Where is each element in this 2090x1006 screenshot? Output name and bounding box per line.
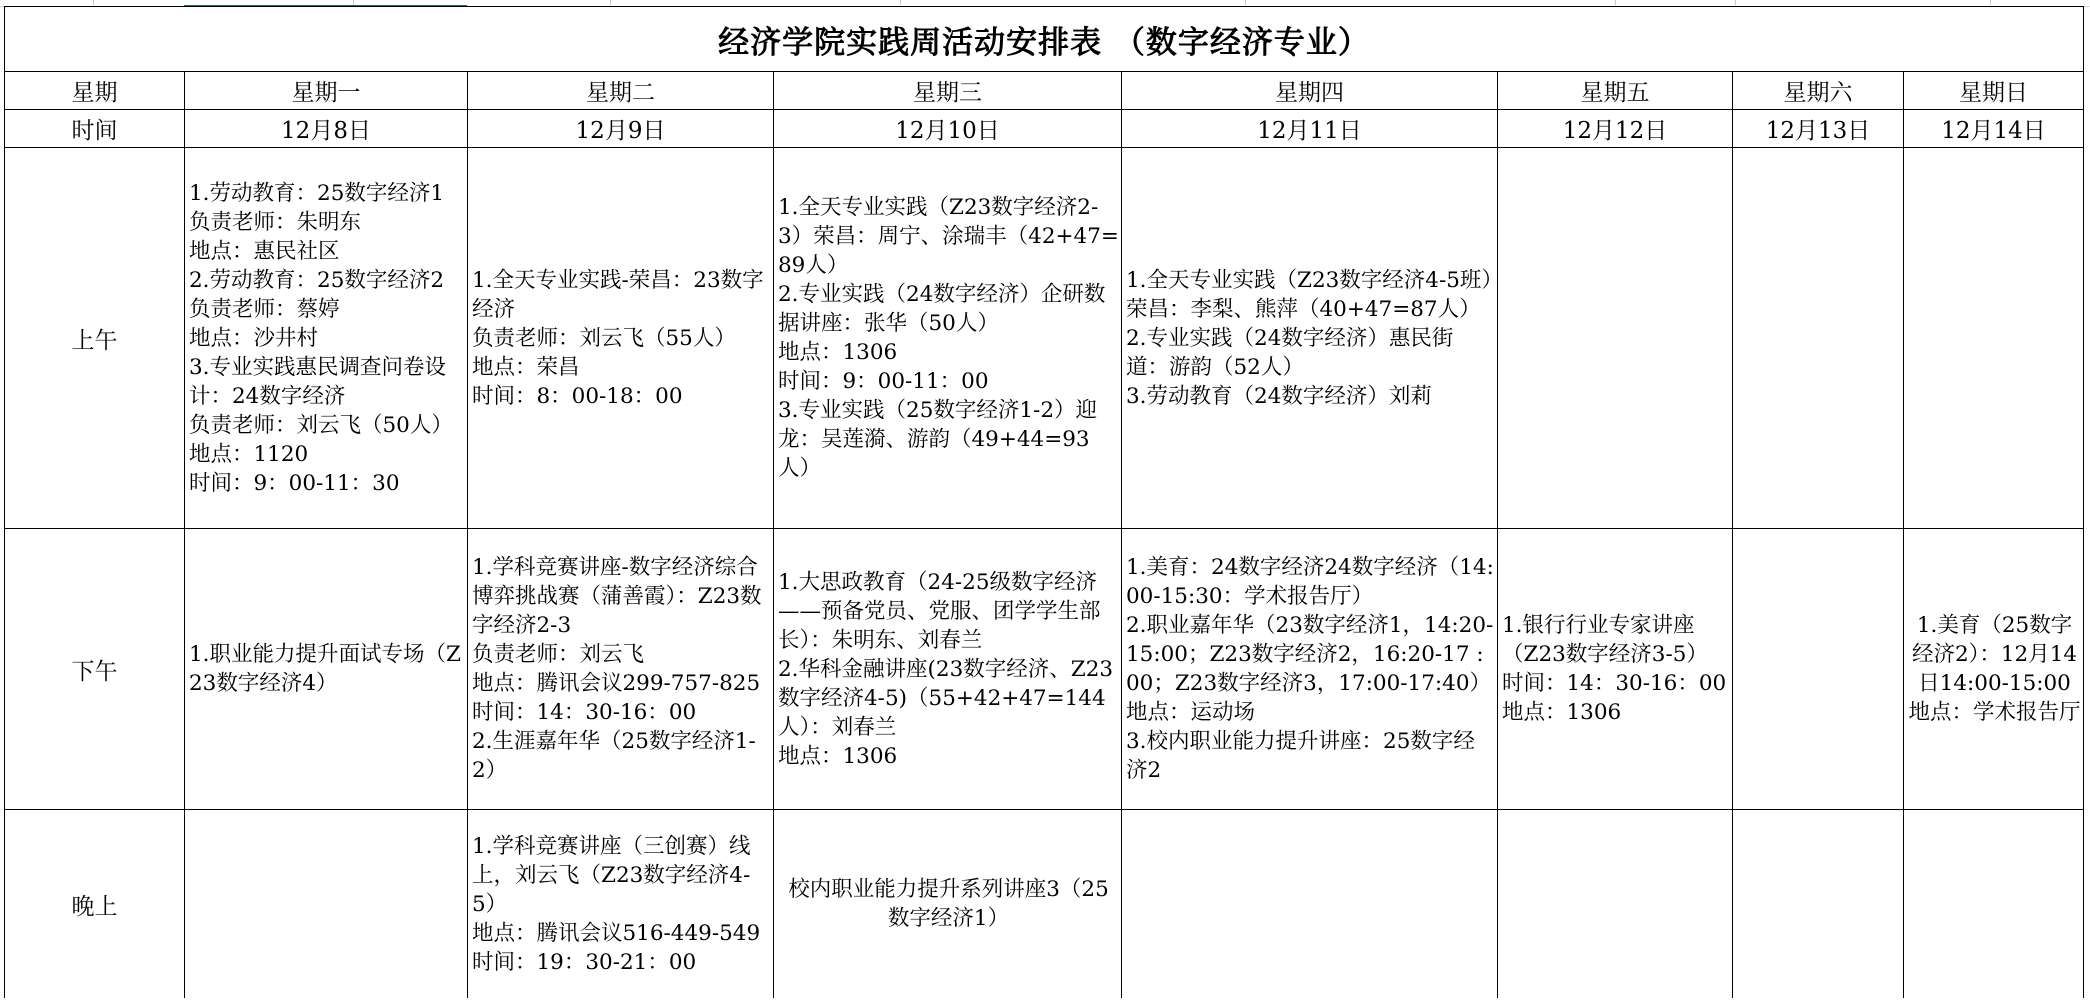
morning-thu-text: 1.全天专业实践（Z23数字经济4-5班）荣昌：李梨、熊萍（40+47=87人） 2.专业实践（24数字经济）惠民街道：游韵（52人） 3.劳动教育（24数字经济）刘莉 [1126,267,1493,409]
day-header-thu[interactable]: 星期四 [1122,72,1498,110]
afternoon-row [5,529,2084,810]
evening-sun-cell[interactable] [1904,810,2084,999]
evening-thu-cell[interactable] [1122,810,1498,999]
afternoon-mon-cell[interactable] [185,529,468,810]
morning-tue-text: 1.全天专业实践-荣昌：23数字经济 负责老师：刘云飞（55人） 地点：荣昌 时间：8：00-18：00 [472,267,764,409]
morning-sat-cell[interactable] [1733,148,1904,529]
evening-fri-cell[interactable] [1498,810,1733,999]
afternoon-sat-cell[interactable] [1733,529,1904,810]
morning-thu-cell[interactable] [1122,148,1498,529]
day-header-sun[interactable]: 星期日 [1904,72,2084,110]
afternoon-thu-cell[interactable] [1122,529,1498,810]
day-header-mon[interactable]: 星期一 [185,72,468,110]
time-label-cell[interactable]: 时间 [5,110,185,148]
evening-mon-cell[interactable] [185,810,468,999]
date-tue[interactable]: 12月9日 [468,110,774,148]
period-evening-label[interactable]: 晚上 [5,810,185,999]
period-morning-label[interactable]: 上午 [5,148,185,529]
weekday-header-row [5,72,2084,110]
sheet-bottom-edge [0,998,2090,1006]
afternoon-tue-text: 1.学科竞赛讲座-数字经济综合博弈挑战赛（蒲善霞）：Z23数字经济2-3 负责老师：刘云飞 地点：腾讯会议299-757-825 时间：14：30-16：00 2.生涯嘉年华（25数字经济1-2） [472,555,762,783]
date-sat[interactable]: 12月13日 [1733,110,1904,148]
morning-wed-text: 1.全天专业实践（Z23数字经济2-3）荣昌：周宁、涂瑞丰（42+47=89人） 2.专业实践（24数字经济）企研数据讲座：张华（50人） 地点：1306 时间：9：00-11：00 3.专业实践（25数字经济1-2）迎龙：吴莲漪、游韵（49+44=93人） [778,195,1119,481]
title-row [5,7,2084,72]
morning-row [5,148,2084,529]
evening-row [5,810,2084,999]
date-fri[interactable]: 12月12日 [1498,110,1733,148]
afternoon-sun-cell[interactable] [1904,529,2084,810]
period-afternoon-label[interactable]: 下午 [5,529,185,810]
afternoon-fri-text: 1.银行行业专家讲座（Z23数字经济3-5） 时间：14：30-16：00 地点：1306 [1502,613,1727,725]
evening-sat-cell[interactable] [1733,810,1904,999]
afternoon-mon-text: 1.职业能力提升面试专场（Z23数字经济4） [189,642,461,696]
day-header-fri[interactable]: 星期五 [1498,72,1733,110]
afternoon-tue-cell[interactable] [468,529,774,810]
morning-tue-cell[interactable] [468,148,774,529]
morning-mon-text: 1.劳动教育：25数字经济1 负责老师：朱明东 地点：惠民社区 2.劳动教育：25数字经济2 负责老师：蔡婷 地点：沙井村 3.专业实践惠民调查问卷设计：24数字经济 负责老师：刘云飞（50人） 地点：1120 时间：9：00-11：30 [189,180,453,496]
schedule-table [4,6,2084,999]
date-thu[interactable]: 12月11日 [1122,110,1498,148]
date-header-row [5,110,2084,148]
afternoon-fri-cell[interactable] [1498,529,1733,810]
morning-sun-cell[interactable] [1904,148,2084,529]
evening-tue-text: 1.学科竞赛讲座（三创赛）线上，刘云飞（Z23数字经济4-5） 地点：腾讯会议516-449-549 时间：19：30-21：00 [472,833,761,975]
afternoon-sun-text: 1.美育（25数字经济2）：12月14日14:00-15:00 地点：学术报告厅 [1908,613,2081,725]
morning-wed-cell[interactable] [774,148,1122,529]
evening-wed-cell[interactable] [774,810,1122,999]
week-label-cell[interactable]: 星期 [5,72,185,110]
date-mon[interactable]: 12月8日 [185,110,468,148]
date-sun[interactable]: 12月14日 [1904,110,2084,148]
day-header-tue[interactable]: 星期二 [468,72,774,110]
evening-tue-cell[interactable] [468,810,774,999]
day-header-sat[interactable]: 星期六 [1733,72,1904,110]
evening-wed-text: 校内职业能力提升系列讲座3（25数字经济1） [788,877,1109,931]
morning-fri-cell[interactable] [1498,148,1733,529]
afternoon-thu-text: 1.美育：24数字经济24数字经济（14:00-15:30：学术报告厅） 2.职业嘉年华（23数字经济1，14:20-15:00；Z23数字经济2，16:20-17 :00；Z23数字经济3，17:00-17:40） 地点：运动场 3.校内职业能力提升讲座：25数字经济2 [1126,555,1494,783]
day-header-wed[interactable]: 星期三 [774,72,1122,110]
morning-mon-cell[interactable] [185,148,468,529]
schedule-title[interactable]: 经济学院实践周活动安排表 （数字经济专业） [5,7,2084,72]
date-wed[interactable]: 12月10日 [774,110,1122,148]
afternoon-wed-cell[interactable] [774,529,1122,810]
afternoon-wed-text: 1.大思政教育（24-25级数字经济——预备党员、党服、团学学生部长）：朱明东、刘春兰 2.华科金融讲座(23数字经济、Z23数字经济4-5)（55+42+47=144人）：刘春兰 地点：1306 [778,569,1114,769]
